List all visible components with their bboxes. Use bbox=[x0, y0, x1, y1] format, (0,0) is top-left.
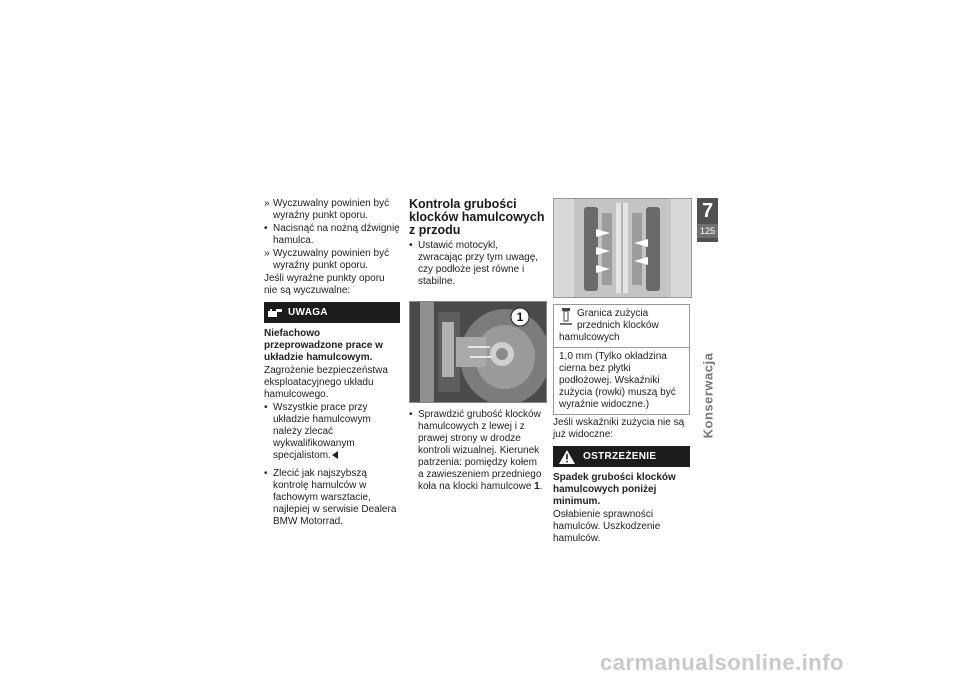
spec-label: Granica zużycia przednich klocków hamulcowych bbox=[559, 308, 659, 343]
warning-label: OSTRZEŻENIE bbox=[583, 450, 657, 462]
warning-body: Osłabienie sprawności hamulców. Uszkodzenie hamulców. bbox=[553, 509, 661, 544]
warning-banner bbox=[264, 302, 400, 323]
callout-ref: 1 bbox=[534, 481, 540, 492]
chapter-title bbox=[700, 340, 716, 450]
list-marker: » bbox=[264, 198, 270, 209]
warning-triangle-icon bbox=[553, 446, 581, 467]
spec-label-row bbox=[554, 305, 689, 347]
warning-title: Spadek grubości klocków hamulcowych poniżej minimum. bbox=[553, 472, 676, 507]
watermark: carmanualsonline.info bbox=[600, 650, 844, 675]
spec-value-row bbox=[554, 347, 689, 414]
note-text: Jeśli wyraźne punkty oporu nie są wyczuwalne: bbox=[264, 273, 385, 296]
list-text: Ustawić motocykl, zwracając przy tym uwagę, czy podłoże jest równe i stabilne. bbox=[418, 240, 539, 287]
list-item bbox=[409, 409, 545, 493]
list-text: Wyczuwalny powinien być wyraźny punkt oporu. bbox=[273, 248, 390, 271]
list-text: Nacisnąć na nożną dźwignię hamulca. bbox=[273, 223, 400, 246]
spec-table bbox=[553, 304, 690, 415]
brake-caliper-photo bbox=[409, 301, 547, 403]
list-text: Sprawdzić grubość klocków hamulcowych z lewej i z prawej strony w drodze kontroli wizualnej. Kierunek patrzenia: pomiędzy kołem a zawieszeniem przedniego koła na klocki hamulcowe bbox=[418, 409, 542, 492]
list-marker: • bbox=[264, 223, 268, 234]
section-heading: Kontrola grubości klocków hamulcowych z przodu bbox=[409, 197, 545, 237]
list-marker: • bbox=[264, 402, 268, 413]
list-text: Wszystkie prace przy układzie hamulcowym należy zlecać wykwalifikowanym specjalistom. bbox=[273, 402, 371, 461]
column-1 bbox=[264, 198, 400, 529]
brake-pad-diagram bbox=[553, 198, 692, 298]
list-item bbox=[264, 223, 400, 247]
warning-label: UWAGA bbox=[288, 306, 328, 318]
page-number: 125 bbox=[697, 224, 718, 238]
wear-gauge-icon bbox=[559, 308, 573, 326]
list-marker: • bbox=[409, 240, 413, 251]
chapter-tab bbox=[697, 198, 718, 242]
list-item bbox=[264, 198, 400, 222]
wrench-hand-icon bbox=[264, 302, 286, 323]
list-marker: » bbox=[264, 248, 270, 259]
list-marker: • bbox=[409, 409, 413, 420]
photo-callout-label: 1 bbox=[516, 310, 524, 324]
list-item bbox=[264, 402, 400, 462]
list-item bbox=[264, 468, 400, 528]
list-text-end: . bbox=[539, 481, 543, 492]
spec-value: 1,0 mm (Tylko okładzina cierna bez płytki podłożowej. Wskaźniki zużycia (rowki) muszą być wyraźnie widoczne.) bbox=[559, 351, 676, 410]
chapter-number: 7 bbox=[701, 200, 714, 222]
list-marker: • bbox=[264, 468, 268, 479]
warning-banner bbox=[553, 446, 690, 467]
chapter-title-text: Konserwacja bbox=[700, 352, 716, 438]
list-text: Wyczuwalny powinien być wyraźny punkt oporu. bbox=[273, 198, 390, 221]
warning-title: Niefachowo przeprowadzone prace w układzie hamulcowym. bbox=[264, 328, 383, 363]
column-2 bbox=[409, 198, 545, 494]
end-marker-icon bbox=[332, 451, 338, 459]
list-item bbox=[409, 240, 545, 288]
list-item bbox=[264, 248, 400, 272]
note-text: Jeśli wskaźniki zużycia nie są już widoczne: bbox=[553, 417, 685, 440]
list-text: Zlecić jak najszybszą kontrolę hamulców w fachowym warsztacie, najlepiej w serwisie Dealera BMW Motorrad. bbox=[273, 468, 397, 527]
warning-body: Zagrożenie bezpieczeństwa eksploatacyjnego układu hamulcowego. bbox=[264, 365, 388, 400]
column-3 bbox=[553, 198, 690, 546]
